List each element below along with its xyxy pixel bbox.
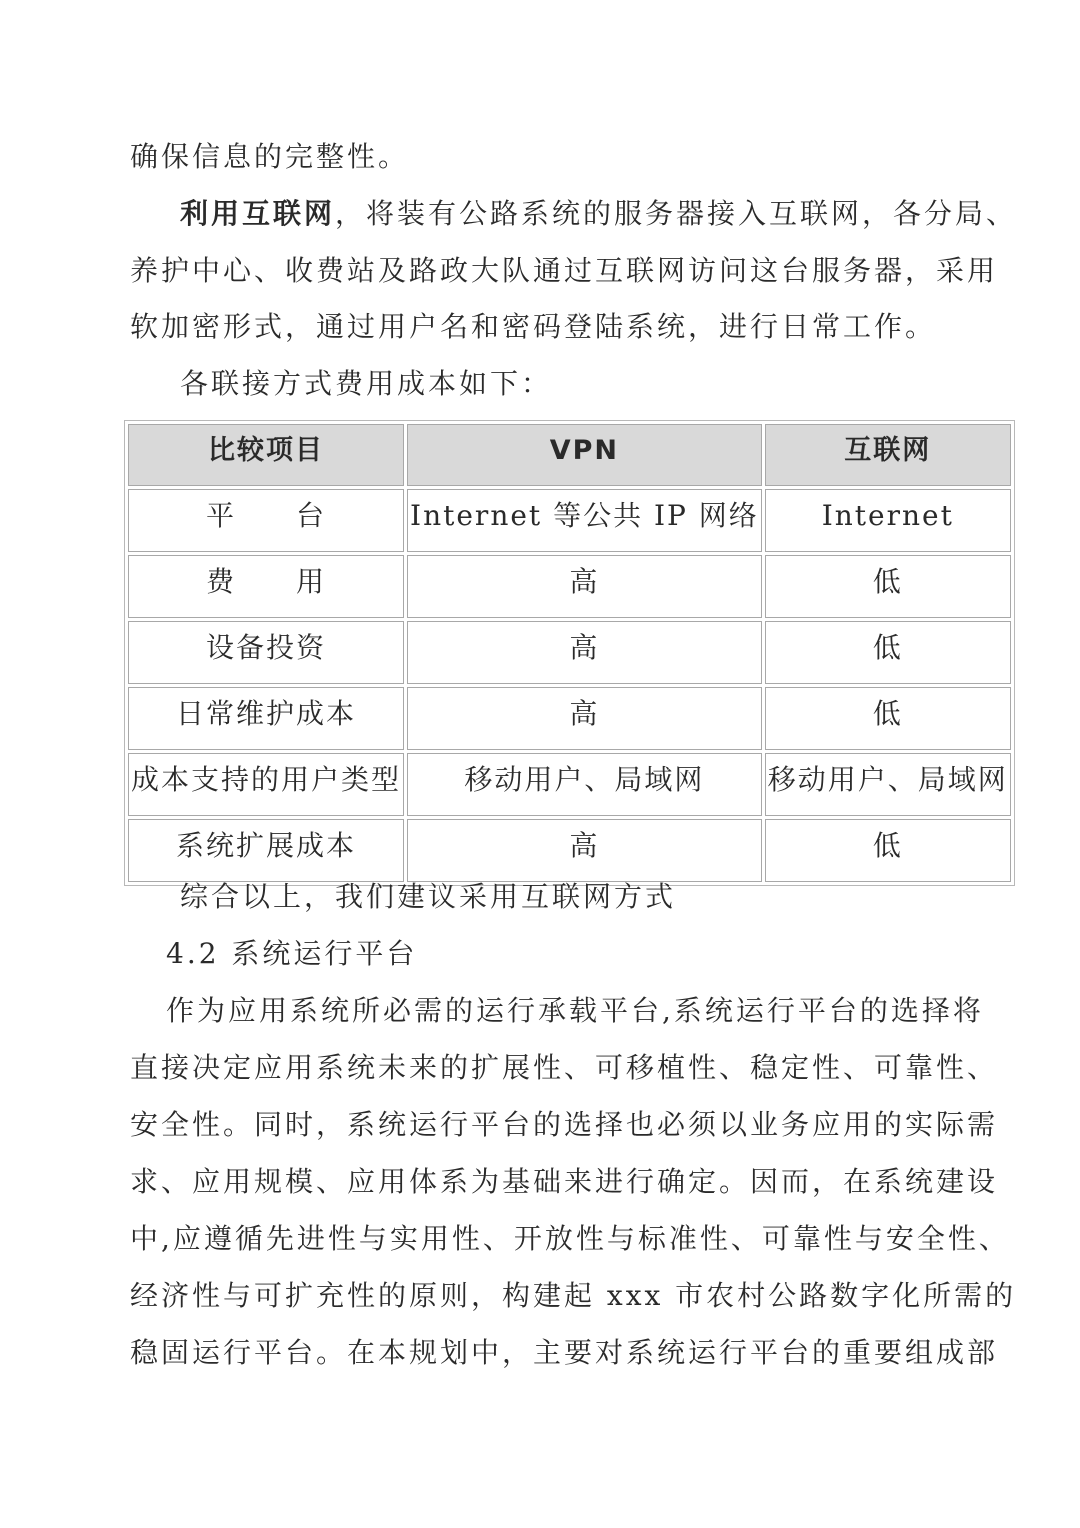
table-cell: Internet 等公共 IP 网络 xyxy=(407,489,762,552)
line-text: 软加密形式，通过用户名和密码登陆系统，进行日常工作。 xyxy=(130,310,937,343)
table-cell: 低 xyxy=(765,621,1011,684)
table-cell: 平 台 xyxy=(128,489,404,552)
body-line: 作为应用系统所必需的运行承载平台,系统运行平台的选择将 xyxy=(166,994,984,1027)
table-cell: 高 xyxy=(407,687,762,750)
line-text: 确保信息的完整性。 xyxy=(130,140,410,173)
body-line: 稳固运行平台。在本规划中，主要对系统运行平台的重要组成部 xyxy=(130,1336,999,1369)
column-header: 互联网 xyxy=(765,424,1011,486)
paragraph-line xyxy=(180,364,552,404)
paragraph-line xyxy=(130,137,409,177)
table-row xyxy=(128,489,1011,552)
table-cell: 系统扩展成本 xyxy=(128,819,404,882)
table-cell: 低 xyxy=(765,555,1011,618)
line-text: 各联接方式费用成本如下： xyxy=(180,367,553,400)
table-row xyxy=(128,555,1011,618)
table-cell: 低 xyxy=(765,819,1011,882)
table-cell: Internet xyxy=(765,489,1011,552)
body-line: 经济性与可扩充性的原则，构建起 xxx 市农村公路数字化所需的 xyxy=(130,1279,1017,1312)
bold-lead: 利用互联网 xyxy=(180,197,336,230)
column-header: 比较项目 xyxy=(128,424,404,486)
table-cell: 费 用 xyxy=(128,555,404,618)
table-cell: 高 xyxy=(407,819,762,882)
conclusion-text: 综合以上，我们建议采用互联网方式 xyxy=(180,880,677,913)
line-text: ，将装有公路系统的服务器接入互联网，各分局、 xyxy=(335,197,1018,230)
table-row xyxy=(128,621,1011,684)
body-line: 求、应用规模、应用体系为基础来进行确定。因而，在系统建设 xyxy=(130,1165,999,1198)
section-heading: 4.2 系统运行平台 xyxy=(166,937,418,970)
column-header: VPN xyxy=(407,424,762,486)
table-cell: 成本支持的用户类型 xyxy=(128,753,404,816)
line-text: 养护中心、收费站及路政大队通过互联网访问这台服务器，采用 xyxy=(130,254,999,287)
table-cell: 低 xyxy=(765,687,1011,750)
table-cell: 移动用户、局域网 xyxy=(765,753,1011,816)
comparison-table xyxy=(124,420,1015,886)
table-cell: 高 xyxy=(407,555,762,618)
table-row xyxy=(128,753,1011,816)
table-header-row xyxy=(128,424,1011,486)
body-line: 直接决定应用系统未来的扩展性、可移植性、稳定性、可靠性、 xyxy=(130,1051,999,1084)
table-cell: 移动用户、局域网 xyxy=(407,753,762,816)
table-cell: 日常维护成本 xyxy=(128,687,404,750)
body-line: 安全性。同时，系统运行平台的选择也必须以业务应用的实际需 xyxy=(130,1108,999,1141)
table-row xyxy=(128,687,1011,750)
table-row xyxy=(128,819,1011,882)
body-line: 中,应遵循先进性与实用性、开放性与标准性、可靠性与安全性、 xyxy=(130,1222,1010,1255)
table-cell: 设备投资 xyxy=(128,621,404,684)
paragraph-line xyxy=(180,194,1017,234)
table-cell: 高 xyxy=(407,621,762,684)
paragraph-line xyxy=(130,307,936,347)
paragraph-line xyxy=(130,251,998,291)
